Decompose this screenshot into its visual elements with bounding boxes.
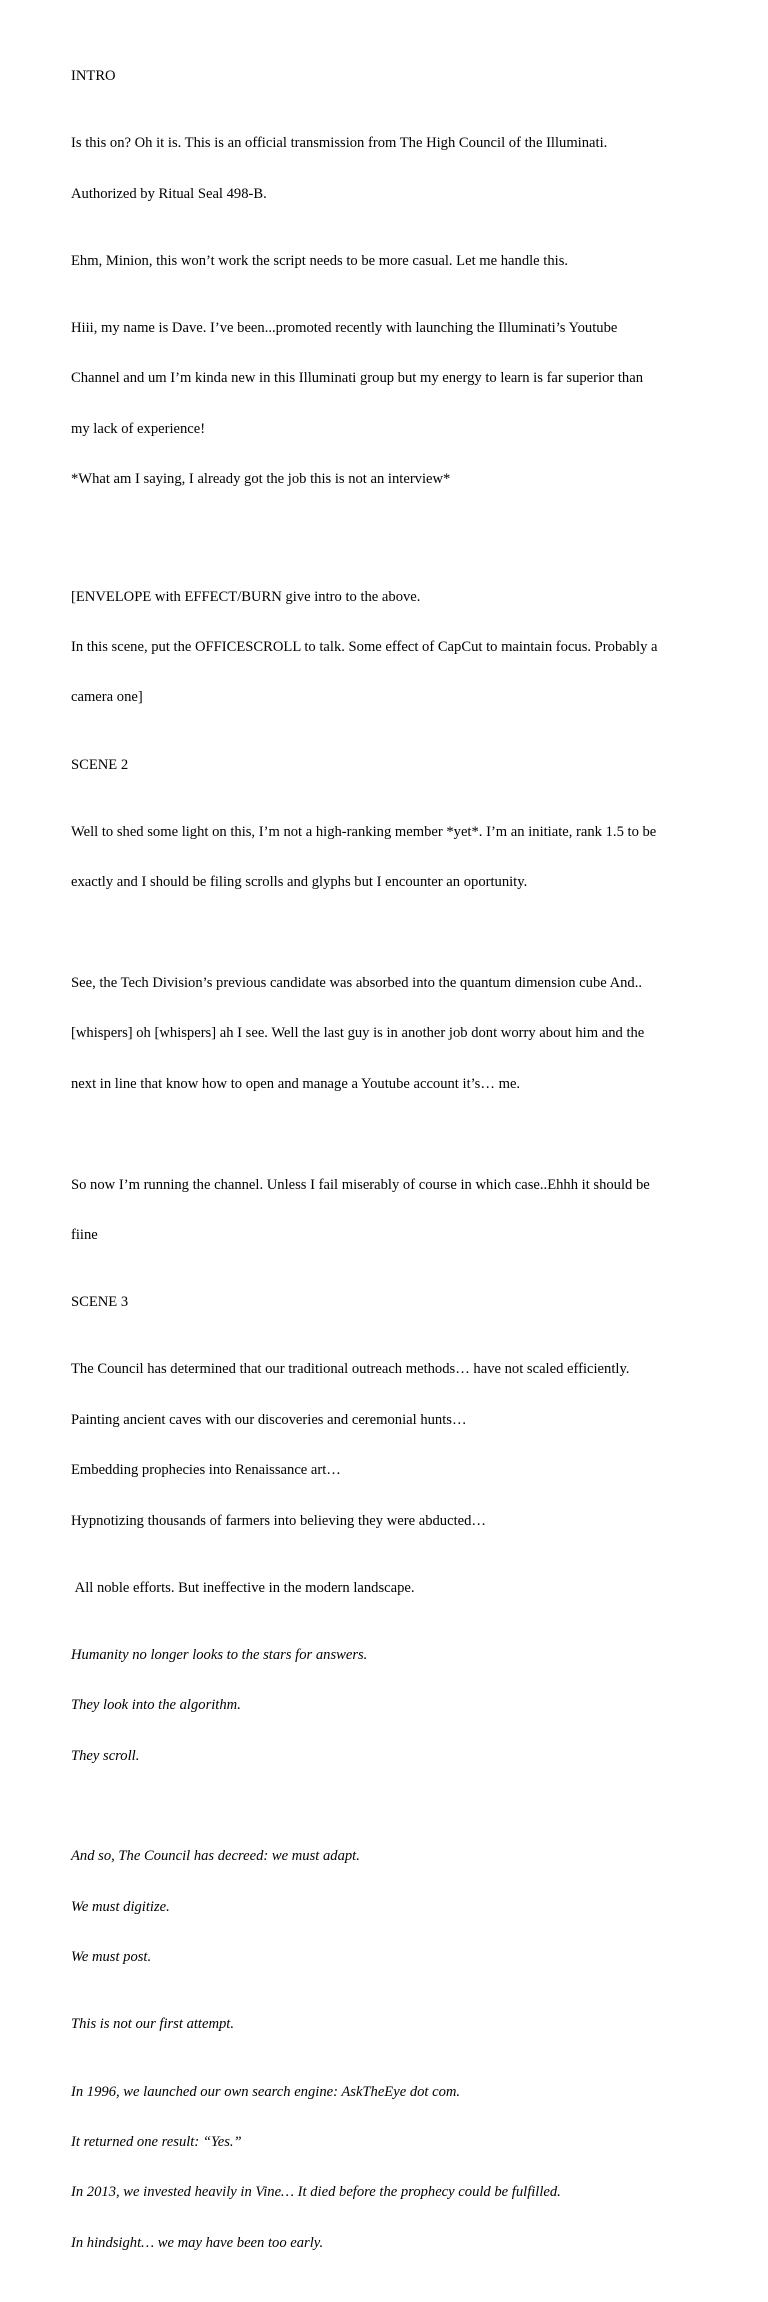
- text-line: In this scene, put the OFFICESCROLL to talk. Some effect of CapCut to maintain focus. Probably a: [71, 639, 658, 656]
- scene-3-paragraph-3: [71, 1613, 711, 1798]
- text-line: We must digitize.: [71, 1898, 170, 1915]
- text-line: Well to shed some light on this, I’m not a high-ranking member *yet*. I’m an initiate, rank 1.5 to be: [71, 823, 657, 840]
- text-line: It returned one result: “Yes.”: [71, 2134, 242, 2151]
- text-line: Humanity no longer looks to the stars for answers.: [71, 1646, 368, 1663]
- text-line: See, the Tech Division’s previous candidate was absorbed into the quantum dimension cube And..: [71, 975, 642, 992]
- text-line: And so, The Council has decreed: we must adapt.: [71, 1848, 360, 1865]
- scene-3-paragraph-4: [71, 1815, 711, 2000]
- text-line: Painting ancient caves with our discoveries and ceremonial hunts…: [71, 1411, 467, 1428]
- intro-paragraph-3: [71, 286, 711, 521]
- text-line: Hiii, my name is Dave. I’ve been...promoted recently with launching the Illuminati’s Youtube: [71, 319, 618, 336]
- scene-2-heading: SCENE 2: [71, 756, 129, 773]
- scene-3-heading: SCENE 3: [71, 1294, 129, 1311]
- text-line: next in line that know how to open and manage a Youtube account it’s… me.: [71, 1075, 521, 1092]
- scene-3-paragraph-2: All noble efforts. But ineffective in the modern landscape.: [71, 1579, 415, 1596]
- text-line: We must post.: [71, 1949, 152, 1966]
- text-line: In 2013, we invested heavily in Vine… It died before the prophecy could be fulfilled.: [71, 2184, 561, 2201]
- text-line: *What am I saying, I already got the job this is not an interview*: [71, 471, 451, 488]
- text-line: In hindsight… we may have been too early.: [71, 2234, 324, 2251]
- document-page: [71, 68, 711, 2302]
- text-line: They scroll.: [71, 1747, 140, 1764]
- text-line: Is this on? Oh it is. This is an official transmission from The High Council of the Illuminati.: [71, 135, 608, 152]
- intro-heading: INTRO: [71, 68, 116, 84]
- text-line: [whispers] oh [whispers] ah I see. Well the last guy is in another job dont worry about him and the: [71, 1025, 645, 1042]
- text-line: exactly and I should be filing scrolls and glyphs but I encounter an oportunity.: [71, 874, 528, 891]
- scene-3-paragraph-6: [71, 2050, 711, 2285]
- blank-line: [71, 538, 711, 555]
- text-line: my lack of experience!: [71, 420, 206, 437]
- scene-3-paragraph-5: This is not our first attempt.: [71, 2016, 234, 2033]
- text-line: They look into the algorithm.: [71, 1697, 241, 1714]
- scene-2-paragraph-3: [71, 1143, 711, 1277]
- text-line: In 1996, we launched our own search engine: AskTheEye dot com.: [71, 2083, 461, 2100]
- text-line: Embedding prophecies into Renaissance art…: [71, 1462, 341, 1479]
- text-line: Hypnotizing thousands of farmers into believing they were abducted…: [71, 1512, 487, 1529]
- text-line: Channel and um I’m kinda new in this Illuminati group but my energy to learn is far superior than: [71, 370, 644, 387]
- text-line: [ENVELOPE with EFFECT/BURN give intro to the above.: [71, 588, 421, 605]
- text-line: Authorized by Ritual Seal 498-B.: [71, 185, 267, 202]
- intro-paragraph-1: [71, 102, 711, 236]
- scene-2-paragraph-2: [71, 941, 711, 1126]
- text-line: fiine: [71, 1226, 98, 1243]
- text-line: camera one]: [71, 689, 143, 706]
- scene-2-paragraph-1: [71, 790, 711, 924]
- intro-paragraph-4: [71, 555, 711, 740]
- text-line: So now I’m running the channel. Unless I fail miserably of course in which case..Ehhh it should be: [71, 1176, 650, 1193]
- intro-paragraph-2: Ehm, Minion, this won’t work the script needs to be more casual. Let me handle this.: [71, 252, 569, 269]
- scene-3-paragraph-1: [71, 1328, 711, 1563]
- text-line: The Council has determined that our traditional outreach methods… have not scaled efficiently.: [71, 1361, 630, 1378]
